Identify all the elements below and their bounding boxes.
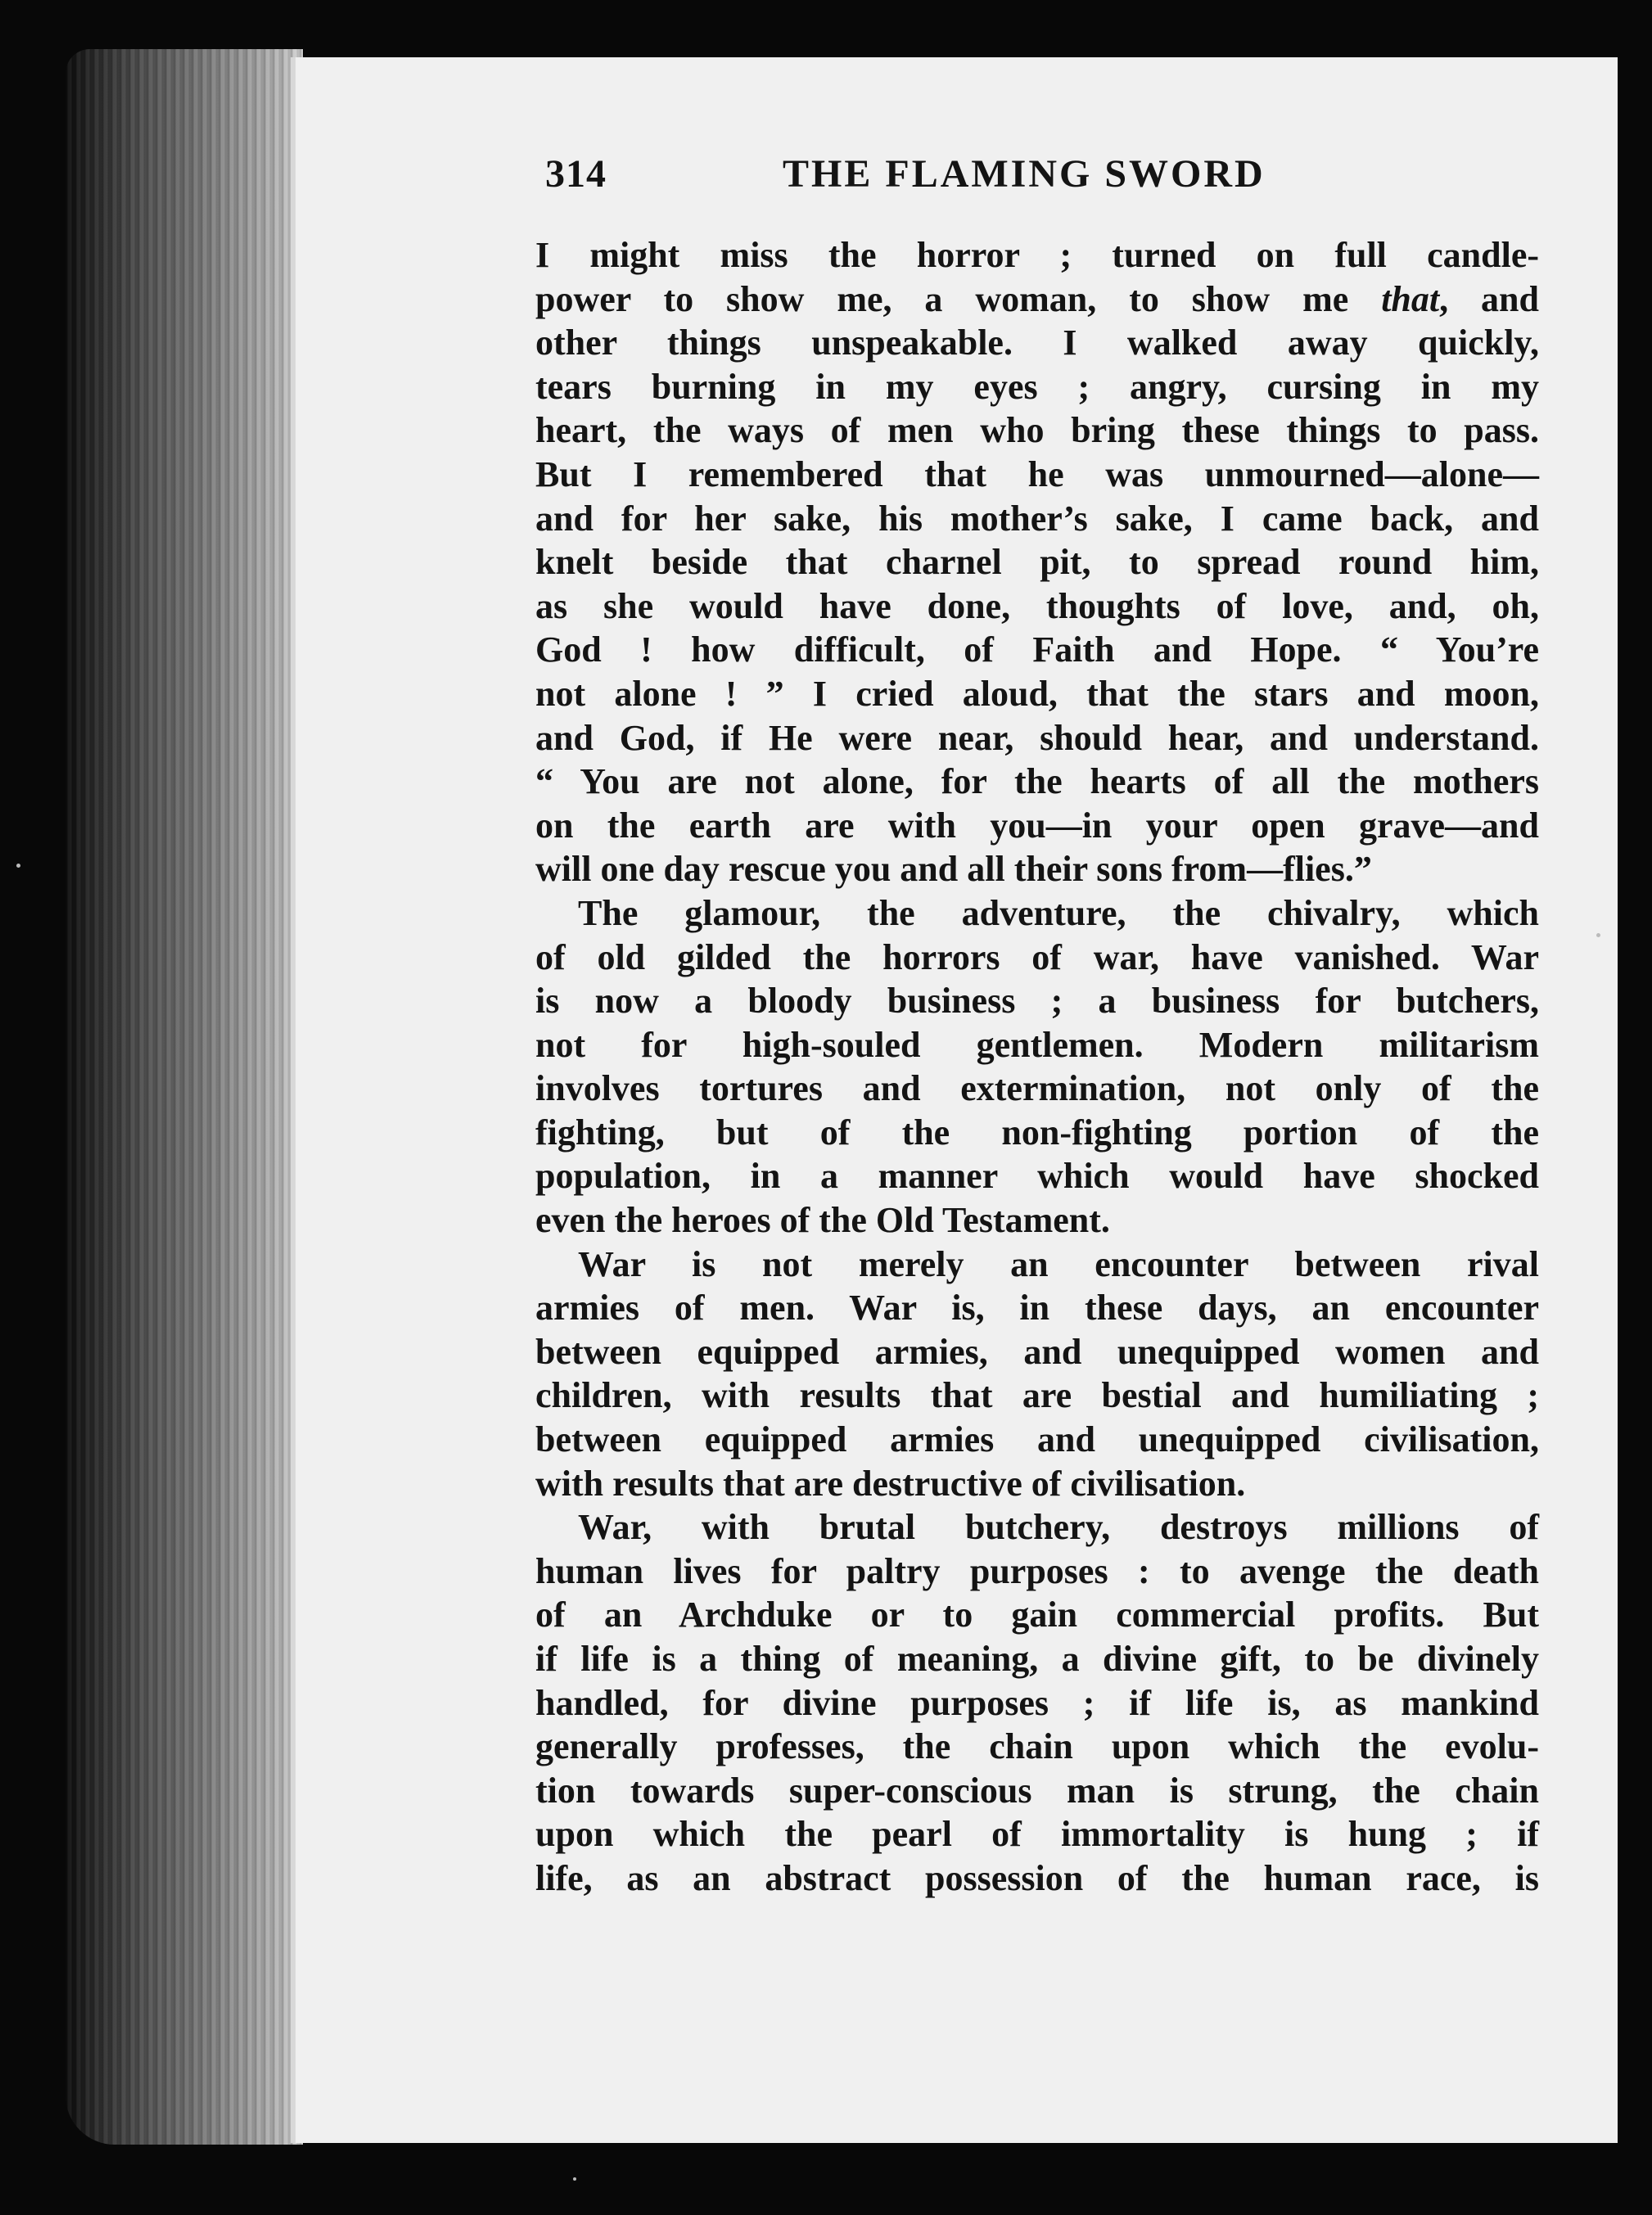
text-line: and God, if He were near, should hear, and understand.	[535, 717, 1539, 758]
text-line: on the earth are with you—in your open grave—and	[535, 805, 1539, 846]
text-line: knelt beside that charnel pit, to spread round him,	[535, 542, 1539, 583]
page-edge-texture	[65, 49, 303, 2145]
page-number: 314	[545, 152, 607, 196]
text-line: human lives for paltry purposes : to avenge the death	[535, 1550, 1539, 1591]
text-line: will one day rescue you and all their sons from—flies.”	[535, 849, 1372, 890]
text-line: with results that are destructive of civilisation.	[535, 1463, 1246, 1504]
text-line: armies of men. War is, in these days, an encounter	[535, 1288, 1539, 1329]
text-line: of an Archduke or to gain commercial profits. But	[535, 1595, 1539, 1635]
body-text	[535, 233, 1539, 1901]
text-line: tears burning in my eyes ; angry, cursing in my	[535, 366, 1539, 407]
text-line: “ You are not alone, for the hearts of all the mothers	[535, 761, 1539, 802]
paragraph-first-line: War, with brutal butchery, destroys millions of	[578, 1507, 1539, 1548]
text-line: as she would have done, thoughts of love, and, oh,	[535, 585, 1539, 626]
text-line: handled, for divine purposes ; if life is, as mankind	[535, 1682, 1539, 1723]
text-line: between equipped armies, and unequipped women and	[535, 1331, 1539, 1372]
dust-speck	[16, 864, 20, 868]
text-line: of old gilded the horrors of war, have vanished. War	[535, 936, 1539, 977]
text-line: between equipped armies and unequipped civilisation,	[535, 1419, 1539, 1460]
text-line: God ! how difficult, of Faith and Hope. “ You’re	[535, 629, 1539, 670]
page-header	[545, 151, 1597, 209]
dust-speck	[1596, 933, 1600, 937]
text-line: even the heroes of the Old Testament.	[535, 1200, 1110, 1241]
text-line: children, with results that are bestial and humiliating ;	[535, 1375, 1539, 1416]
text-line: upon which the pearl of immortality is hung ; if	[535, 1814, 1539, 1855]
text-line: other things unspeakable. I walked away quickly,	[535, 323, 1539, 363]
text-line: is now a bloody business ; a business for butchers,	[535, 981, 1539, 1022]
text-line: involves tortures and extermination, not only of the	[535, 1068, 1539, 1109]
text-line: not for high-souled gentlemen. Modern militarism	[535, 1024, 1539, 1065]
text-line: But I remembered that he was unmourned—alone—	[535, 453, 1539, 494]
text-line: tion towards super-conscious man is strung, the chain	[535, 1770, 1539, 1811]
text-line: heart, the ways of men who bring these things to pass.	[535, 410, 1539, 451]
text-line: fighting, but of the non-fighting portion of the	[535, 1112, 1539, 1153]
text-line: not alone ! ” I cried aloud, that the stars and moon,	[535, 673, 1539, 714]
book-page	[291, 57, 1618, 2143]
text-line: life, as an abstract possession of the human race, is	[535, 1857, 1539, 1898]
text-line: I might miss the horror ; turned on full candle-	[535, 235, 1539, 275]
text-line: and for her sake, his mother’s sake, I came back, and	[535, 498, 1539, 539]
paragraph-first-line: The glamour, the adventure, the chivalry, which	[578, 892, 1539, 933]
text-line: if life is a thing of meaning, a divine gift, to be divinely	[535, 1639, 1539, 1679]
running-head: THE FLAMING SWORD	[783, 152, 1266, 196]
dust-speck	[573, 2177, 576, 2181]
text-line: power to show me, a woman, to show me that, and	[535, 278, 1539, 319]
text-line: generally professes, the chain upon which the evolu-	[535, 1726, 1539, 1767]
paragraph-first-line: War is not merely an encounter between rival	[578, 1243, 1539, 1284]
text-line: population, in a manner which would have shocked	[535, 1156, 1539, 1197]
